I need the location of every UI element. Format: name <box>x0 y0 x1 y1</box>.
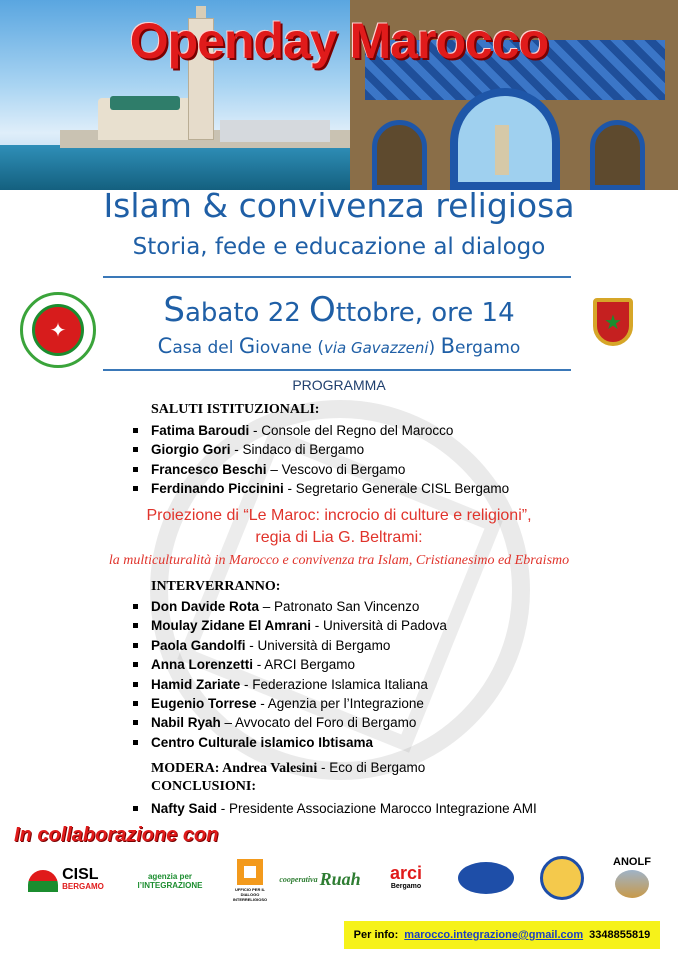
list-item: Ferdinando Piccinini - Segretario Generale CISL Bergamo <box>133 479 509 498</box>
list-item: Nabil Ryah – Avvocato del Foro di Bergamo <box>133 713 447 732</box>
list-item: Hamid Zariate - Federazione Islamica Italiana <box>133 675 447 694</box>
collaboration-heading: In collaborazione con <box>14 824 219 846</box>
speakers-heading: INTERVERRANNO: <box>151 579 281 594</box>
agenzia-logo: agenzia per l’INTEGRAZIONE <box>137 872 203 890</box>
list-item: Paola Gandolfi - Università di Bergamo <box>133 636 447 655</box>
projection-title: Proiezione di “Le Maroc: incrocio di culture e religioni”, <box>146 507 532 524</box>
uffici-logo: UFFICIO PER IL DIALOGO INTERRELIGIOSO <box>232 858 268 902</box>
list-item: Fatima Baroudi - Console del Regno del Marocco <box>133 421 509 440</box>
conclusions-heading: CONCLUSIONI: <box>151 779 257 794</box>
list-item: Nafty Said - Presidente Associazione Marocco Integrazione AMI <box>133 799 537 818</box>
uffici-icon <box>237 859 263 885</box>
gate-tower <box>495 125 509 175</box>
city-skyline <box>220 120 330 142</box>
cisl-icon <box>28 870 58 892</box>
banner-photo <box>0 0 678 190</box>
gate-arch-right <box>590 120 645 190</box>
email-link[interactable]: marocco.integrazione@gmail.com <box>404 929 584 941</box>
anolf-icon <box>615 870 649 898</box>
ibtisama-logo <box>458 862 514 894</box>
moderator: MODERA: Andrea Valesini - Eco di Bergamo <box>151 760 426 776</box>
mosque-roof <box>110 96 180 110</box>
partner-circle-logo <box>540 856 584 900</box>
info-label: Per info: <box>353 929 399 941</box>
list-item: Don Davide Rota – Patronato San Vincenzo <box>133 597 447 616</box>
projection-director: regia di Lia G. Beltrami: <box>255 529 423 546</box>
list-item: Centro Culturale islamico Ibtisama <box>133 733 447 752</box>
arci-logo: arci Bergamo <box>389 863 423 890</box>
event-place: Casa del Giovane (via Gavazzeni) Bergamo <box>157 334 521 358</box>
event-date: Sabato 22 Ottobre, ore 14 <box>163 290 515 330</box>
event-title: Openday Marocco <box>129 13 549 69</box>
divider-top <box>103 276 571 278</box>
saluti-list <box>133 421 509 499</box>
anolf-logo: ANOLF <box>604 850 660 904</box>
conclusions-list <box>133 799 537 818</box>
coat-of-arms-icon: ★ <box>593 298 633 346</box>
cisl-logo: CISL BERGAMO <box>22 866 110 896</box>
association-emblem-icon: ✦ <box>32 304 84 356</box>
list-item: Giorgio Gori - Sindaco di Bergamo <box>133 440 509 459</box>
program-heading: PROGRAMMA <box>292 377 386 393</box>
ruah-logo: cooperativa Ruah <box>279 868 361 889</box>
gate-arch-left <box>372 120 427 190</box>
list-item: Moulay Zidane El Amrani - Università di Padova <box>133 616 447 635</box>
projection-description: la multiculturalità in Marocco e convivenza tra Islam, Cristianesimo ed Ebraismo <box>108 553 570 568</box>
list-item: Francesco Beschi – Vescovo di Bergamo <box>133 460 509 479</box>
speakers-list <box>133 597 447 752</box>
divider-bottom <box>103 369 571 371</box>
headline: Islam & convivenza religiosa <box>103 186 575 225</box>
subheadline: Storia, fede e educazione al dialogo <box>132 234 546 260</box>
list-item: Anna Lorenzetti - ARCI Bergamo <box>133 655 447 674</box>
saluti-heading: SALUTI ISTITUZIONALI: <box>151 402 320 417</box>
list-item: Eugenio Torrese - Agenzia per l’Integrazione <box>133 694 447 713</box>
phone-number: 3348855819 <box>589 929 651 941</box>
info-bar <box>344 921 660 949</box>
